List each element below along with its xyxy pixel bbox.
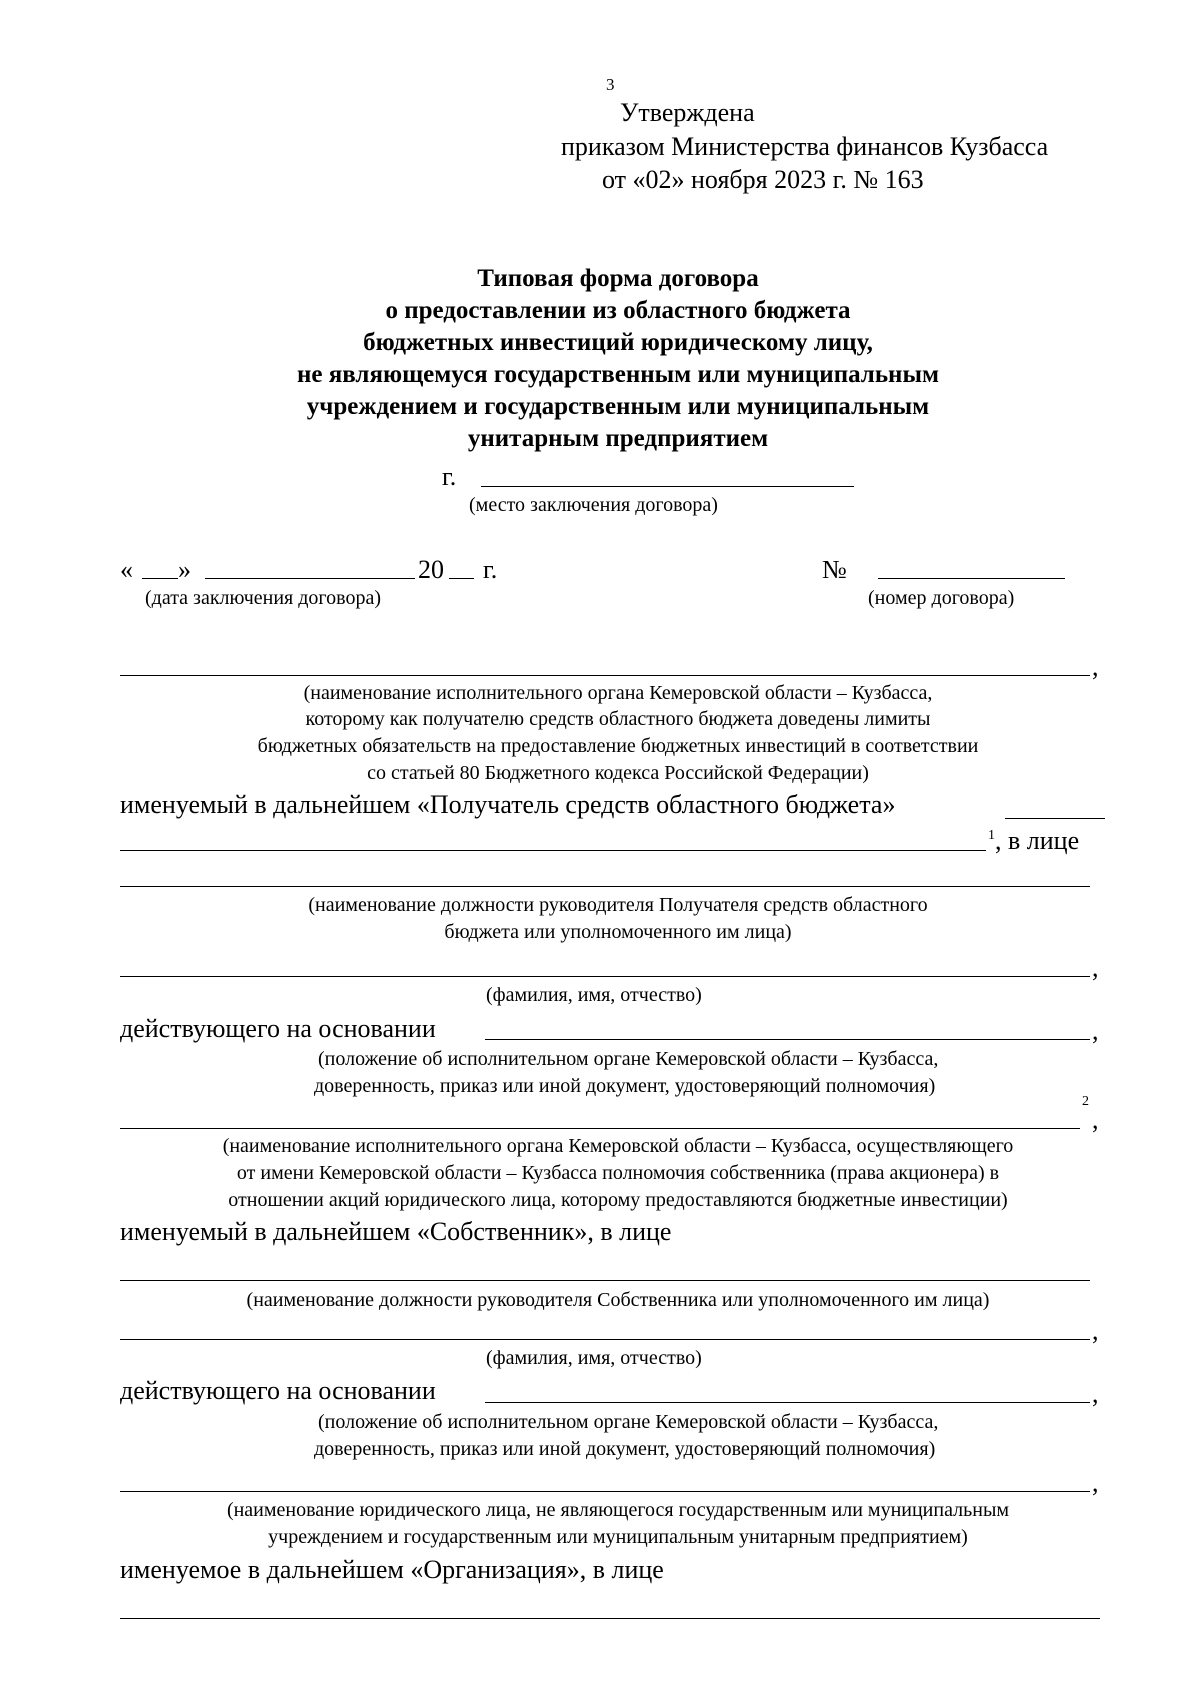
recipient-position-caption-1: (наименование должности руководителя Получателя средств областного [308, 894, 928, 916]
title-line-4: не являющемуся государственным или муниципальным [296, 361, 940, 388]
place-field-line[interactable] [481, 486, 854, 487]
recipient-caption-2: которому как получателю средств областного бюджета доведены лимиты [305, 708, 931, 730]
comma: , [1092, 1105, 1099, 1134]
date-quote-open: « [120, 555, 133, 584]
recipient-position-field-line[interactable] [120, 886, 1090, 887]
org-name-field-line[interactable] [120, 1491, 1090, 1492]
org-caption-2: учреждением и государственным или муниципальным унитарным предприятием) [268, 1526, 968, 1548]
day-field-line[interactable] [142, 578, 178, 579]
comma: , [1092, 1468, 1099, 1497]
recipient-basis-caption-1: (положение об исполнительном органе Кемеровской области – Кузбасса, [318, 1048, 939, 1070]
recipient-caption-1: (наименование исполнительного органа Кемеровской области – Кузбасса, [303, 682, 933, 704]
owner-named-text: именуемый в дальнейшем «Собственник», в лице [120, 1217, 672, 1246]
title-line-2: о предоставлении из областного бюджета [385, 297, 851, 324]
recipient-fio-caption: (фамилия, имя, отчество) [486, 984, 702, 1006]
owner-basis-label: действующего на основании [120, 1376, 436, 1405]
owner-name-field-line[interactable] [120, 1128, 1080, 1129]
title-line-1: Типовая форма договора [477, 265, 759, 292]
owner-fio-caption: (фамилия, имя, отчество) [486, 1347, 702, 1369]
comma: , [1092, 652, 1099, 681]
owner-fio-field-line[interactable] [120, 1339, 1090, 1340]
place-caption: (место заключения договора) [469, 494, 718, 516]
title-line-6: унитарным предприятием [467, 425, 769, 452]
footnote-2: 2 [1082, 1094, 1089, 1109]
approval-line-1: Утверждена [620, 98, 755, 127]
owner-basis-caption-2: доверенность, приказ или иной документ, удостоверяющий полномочия) [314, 1438, 936, 1460]
year-field-line[interactable] [449, 578, 474, 579]
recipient-extra-field-line[interactable] [1005, 818, 1105, 819]
month-field-line[interactable] [205, 578, 415, 579]
recipient-named-text: именуемый в дальнейшем «Получатель средств областного бюджета» [120, 790, 896, 819]
owner-basis-caption-1: (положение об исполнительном органе Кемеровской области – Кузбасса, [318, 1411, 939, 1433]
org-caption-1: (наименование юридического лица, не являющегося государственным или муниципальным [226, 1499, 1010, 1521]
org-named-text: именуемое в дальнейшем «Организация», в лице [120, 1555, 664, 1584]
recipient-in-person: $^1$, в лице [988, 826, 1080, 855]
owner-position-caption: (наименование должности руководителя Собственника или уполномоченного им лица) [246, 1289, 990, 1311]
approval-line-2: приказом Министерства финансов Кузбасса [561, 132, 1049, 161]
owner-caption-1: (наименование исполнительного органа Кемеровской области – Кузбасса, осуществляющего [222, 1135, 1014, 1157]
contract-number-field-line[interactable] [878, 578, 1065, 579]
approval-line-3: от «02» ноября 2023 г. № 163 [602, 165, 924, 194]
recipient-basis-field-line[interactable] [485, 1039, 1090, 1040]
recipient-position-caption-2: бюджета или уполномоченного им лица) [444, 921, 792, 943]
recipient-name-field-line[interactable] [120, 675, 1090, 676]
place-prefix: г. [442, 462, 457, 491]
footnote-1: 1 [988, 828, 995, 843]
owner-basis-field-line[interactable] [485, 1402, 1090, 1403]
number-caption: (номер договора) [868, 587, 1015, 609]
recipient-caption-3: бюджетных обязательств на предоставление бюджетных инвестиций в соответствии [257, 735, 979, 757]
comma: , [1092, 953, 1099, 982]
recipient-continuation-line[interactable] [120, 850, 986, 851]
date-quote-close: » [178, 555, 191, 584]
owner-caption-2: от имени Кемеровской области – Кузбасса полномочия собственника (права акционера) в [236, 1162, 1000, 1184]
title-line-3: бюджетных инвестиций юридическому лицу, [363, 329, 873, 356]
recipient-basis-caption-2: доверенность, приказ или иной документ, удостоверяющий полномочия) [314, 1075, 936, 1097]
recipient-basis-label: действующего на основании [120, 1014, 436, 1043]
year-prefix: 20 [418, 555, 444, 584]
owner-position-field-line[interactable] [120, 1280, 1090, 1281]
comma: , [1092, 1379, 1099, 1408]
date-caption: (дата заключения договора) [145, 587, 381, 609]
recipient-caption-4: со статьей 80 Бюджетного кодекса Российской Федерации) [367, 762, 869, 784]
number-sign: № [822, 555, 847, 584]
year-suffix: г. [483, 555, 498, 584]
comma: , [1092, 1316, 1099, 1345]
recipient-fio-field-line[interactable] [120, 976, 1090, 977]
owner-caption-3: отношении акций юридического лица, которому предоставляются бюджетные инвестиции) [228, 1189, 1008, 1211]
title-line-5: учреждением и государственным или муниципальным [306, 393, 930, 420]
comma: , [1092, 1016, 1099, 1045]
org-person-field-line[interactable] [120, 1618, 1100, 1619]
page-number: 3 [606, 75, 615, 94]
